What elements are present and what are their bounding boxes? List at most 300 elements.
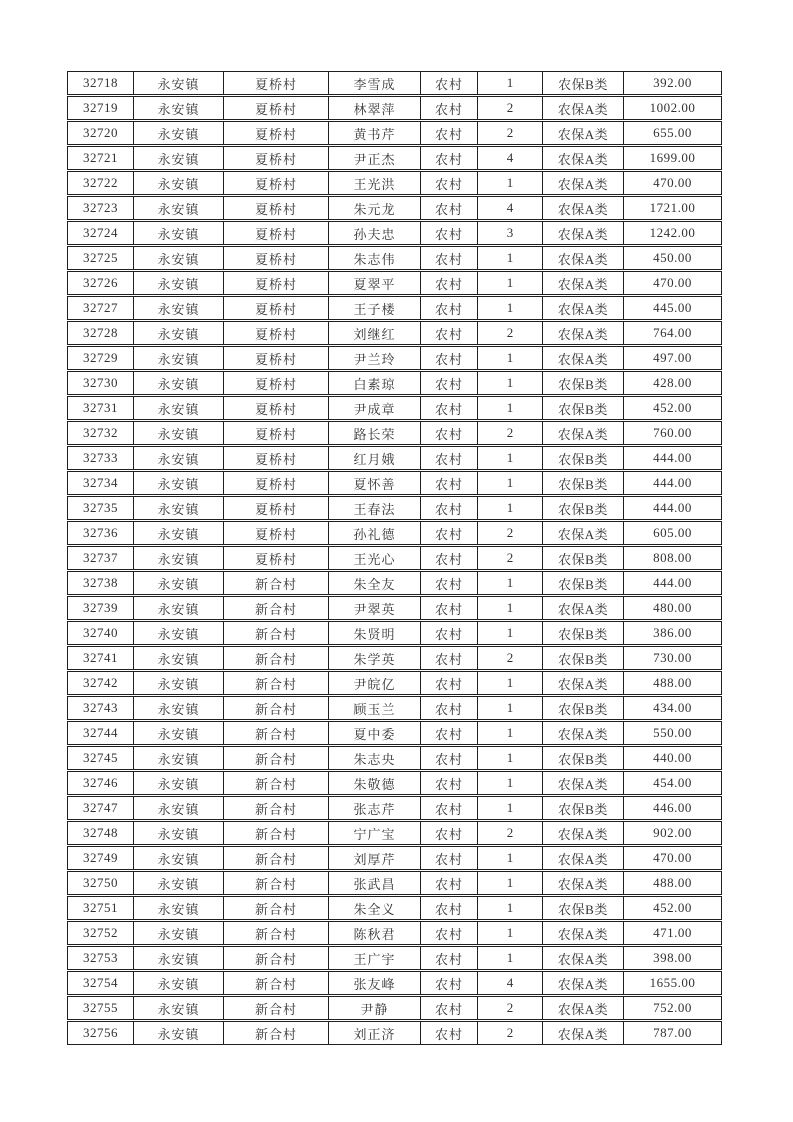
cell-village: 新合村 (223, 722, 328, 744)
cell-village: 夏桥村 (223, 72, 328, 94)
cell-amount: 605.00 (623, 522, 721, 544)
cell-town: 永安镇 (133, 272, 223, 294)
cell-amount: 1655.00 (623, 972, 721, 994)
cell-name: 朱志伟 (328, 247, 420, 269)
table-row (67, 96, 722, 120)
cell-id: 32745 (83, 750, 118, 765)
table-row (67, 546, 722, 570)
cell-village: 夏桥村 (223, 422, 328, 444)
cell-amount: 470.00 (623, 272, 721, 294)
cell-town: 永安镇 (133, 622, 223, 644)
cell-count: 1 (477, 897, 542, 919)
cell-type: 农村 (420, 447, 477, 469)
table-row (67, 896, 722, 920)
cell-name: 孙礼德 (328, 522, 420, 544)
cell-category: 农保A类 (542, 922, 623, 944)
cell-category: 农保A类 (542, 672, 623, 694)
cell-amount: 1002.00 (623, 97, 721, 119)
cell-amount: 787.00 (623, 1022, 721, 1044)
cell-id: 32725 (83, 250, 118, 265)
cell-type: 农村 (420, 947, 477, 969)
cell-name: 夏中委 (328, 722, 420, 744)
cell-amount: 444.00 (623, 572, 721, 594)
cell-count: 1 (477, 797, 542, 819)
cell-town: 永安镇 (133, 822, 223, 844)
cell-name: 王广宇 (328, 947, 420, 969)
cell-category: 农保A类 (542, 997, 623, 1019)
cell-id: 32720 (83, 125, 118, 140)
cell-town: 永安镇 (133, 497, 223, 519)
cell-type: 农村 (420, 772, 477, 794)
cell-amount: 471.00 (623, 922, 721, 944)
cell-town: 永安镇 (133, 597, 223, 619)
cell-village: 新合村 (223, 747, 328, 769)
cell-town: 永安镇 (133, 772, 223, 794)
cell-type: 农村 (420, 222, 477, 244)
cell-id: 32753 (83, 950, 118, 965)
cell-name: 尹正杰 (328, 147, 420, 169)
cell-id: 32729 (83, 350, 118, 365)
cell-id: 32746 (83, 775, 118, 790)
cell-category: 农保B类 (542, 747, 623, 769)
table-row (67, 296, 722, 320)
cell-id: 32741 (83, 650, 118, 665)
cell-town: 永安镇 (133, 572, 223, 594)
cell-village: 夏桥村 (223, 122, 328, 144)
cell-id: 32748 (83, 825, 118, 840)
cell-name: 黄书芹 (328, 122, 420, 144)
cell-amount: 550.00 (623, 722, 721, 744)
cell-village: 新合村 (223, 872, 328, 894)
cell-name: 孙夫忠 (328, 222, 420, 244)
cell-count: 2 (477, 997, 542, 1019)
cell-id: 32728 (83, 325, 118, 340)
table-row (67, 696, 722, 720)
cell-village: 夏桥村 (223, 172, 328, 194)
cell-category: 农保A类 (542, 1022, 623, 1044)
cell-name: 尹翠英 (328, 597, 420, 619)
cell-name: 陈秋君 (328, 922, 420, 944)
cell-category: 农保A类 (542, 522, 623, 544)
cell-town: 永安镇 (133, 97, 223, 119)
cell-village: 新合村 (223, 647, 328, 669)
cell-town: 永安镇 (133, 297, 223, 319)
cell-type: 农村 (420, 1022, 477, 1044)
cell-id: 32735 (83, 500, 118, 515)
cell-category: 农保A类 (542, 222, 623, 244)
cell-category: 农保A类 (542, 872, 623, 894)
cell-town: 永安镇 (133, 447, 223, 469)
cell-id: 32744 (83, 725, 118, 740)
cell-amount: 450.00 (623, 247, 721, 269)
cell-village: 夏桥村 (223, 297, 328, 319)
cell-count: 1 (477, 922, 542, 944)
cell-type: 农村 (420, 797, 477, 819)
cell-name: 王春法 (328, 497, 420, 519)
cell-town: 永安镇 (133, 247, 223, 269)
cell-id: 32751 (83, 900, 118, 915)
cell-name: 尹兰玲 (328, 347, 420, 369)
cell-village: 夏桥村 (223, 372, 328, 394)
cell-id: 32736 (83, 525, 118, 540)
cell-id: 32726 (83, 275, 118, 290)
cell-type: 农村 (420, 497, 477, 519)
cell-village: 新合村 (223, 847, 328, 869)
cell-count: 2 (477, 97, 542, 119)
cell-id: 32738 (83, 575, 118, 590)
cell-amount: 1699.00 (623, 147, 721, 169)
cell-name: 张武昌 (328, 872, 420, 894)
table-row (67, 621, 722, 645)
table-row (67, 246, 722, 270)
cell-amount: 480.00 (623, 597, 721, 619)
cell-amount: 1242.00 (623, 222, 721, 244)
cell-amount: 398.00 (623, 947, 721, 969)
table-row (67, 671, 722, 695)
cell-category: 农保A类 (542, 347, 623, 369)
table-row (67, 271, 722, 295)
cell-village: 新合村 (223, 822, 328, 844)
cell-category: 农保A类 (542, 272, 623, 294)
cell-type: 农村 (420, 572, 477, 594)
cell-town: 永安镇 (133, 897, 223, 919)
cell-id: 32734 (83, 475, 118, 490)
cell-count: 2 (477, 1022, 542, 1044)
cell-town: 永安镇 (133, 672, 223, 694)
cell-count: 2 (477, 322, 542, 344)
cell-category: 农保B类 (542, 797, 623, 819)
cell-town: 永安镇 (133, 997, 223, 1019)
cell-village: 新合村 (223, 947, 328, 969)
cell-amount: 902.00 (623, 822, 721, 844)
cell-amount: 428.00 (623, 372, 721, 394)
cell-town: 永安镇 (133, 322, 223, 344)
cell-name: 张友峰 (328, 972, 420, 994)
table-row (67, 846, 722, 870)
cell-count: 3 (477, 222, 542, 244)
cell-name: 刘厚芹 (328, 847, 420, 869)
cell-count: 1 (477, 597, 542, 619)
cell-category: 农保A类 (542, 422, 623, 444)
cell-id: 32722 (83, 175, 118, 190)
cell-count: 1 (477, 722, 542, 744)
cell-name: 尹皖亿 (328, 672, 420, 694)
table-row (67, 871, 722, 895)
table-row (67, 1021, 722, 1045)
table-row (67, 946, 722, 970)
cell-name: 刘正济 (328, 1022, 420, 1044)
cell-amount: 434.00 (623, 697, 721, 719)
cell-category: 农保B类 (542, 372, 623, 394)
cell-id: 32742 (83, 675, 118, 690)
cell-town: 永安镇 (133, 147, 223, 169)
cell-type: 农村 (420, 922, 477, 944)
cell-category: 农保A类 (542, 772, 623, 794)
cell-name: 李雪成 (328, 72, 420, 94)
cell-town: 永安镇 (133, 972, 223, 994)
cell-town: 永安镇 (133, 847, 223, 869)
cell-category: 农保A类 (542, 722, 623, 744)
table-row (67, 596, 722, 620)
table-row (67, 821, 722, 845)
cell-type: 农村 (420, 822, 477, 844)
table-row (67, 171, 722, 195)
cell-type: 农村 (420, 122, 477, 144)
table-row (67, 121, 722, 145)
cell-name: 朱志央 (328, 747, 420, 769)
insurance-roster-table (67, 71, 722, 1045)
cell-category: 农保B类 (542, 447, 623, 469)
cell-type: 农村 (420, 172, 477, 194)
cell-town: 永安镇 (133, 722, 223, 744)
cell-category: 农保B类 (542, 472, 623, 494)
cell-id: 32756 (83, 1025, 118, 1040)
cell-type: 农村 (420, 647, 477, 669)
cell-id: 32724 (83, 225, 118, 240)
cell-name: 路长荣 (328, 422, 420, 444)
cell-count: 1 (477, 872, 542, 894)
cell-name: 白素琼 (328, 372, 420, 394)
cell-type: 农村 (420, 247, 477, 269)
table-row (67, 146, 722, 170)
cell-name: 王子楼 (328, 297, 420, 319)
cell-id: 32749 (83, 850, 118, 865)
cell-id: 32732 (83, 425, 118, 440)
cell-town: 永安镇 (133, 947, 223, 969)
cell-count: 1 (477, 172, 542, 194)
cell-name: 林翠萍 (328, 97, 420, 119)
cell-type: 农村 (420, 272, 477, 294)
cell-name: 王光心 (328, 547, 420, 569)
cell-village: 新合村 (223, 597, 328, 619)
cell-name: 朱敬德 (328, 772, 420, 794)
cell-village: 新合村 (223, 972, 328, 994)
cell-village: 新合村 (223, 797, 328, 819)
cell-count: 1 (477, 497, 542, 519)
cell-category: 农保A类 (542, 597, 623, 619)
cell-count: 2 (477, 422, 542, 444)
cell-name: 尹静 (328, 997, 420, 1019)
cell-town: 永安镇 (133, 522, 223, 544)
cell-count: 2 (477, 822, 542, 844)
cell-category: 农保A类 (542, 197, 623, 219)
table-row (67, 571, 722, 595)
cell-type: 农村 (420, 972, 477, 994)
cell-name: 朱学英 (328, 647, 420, 669)
cell-count: 1 (477, 772, 542, 794)
cell-village: 新合村 (223, 897, 328, 919)
cell-count: 1 (477, 447, 542, 469)
cell-amount: 452.00 (623, 397, 721, 419)
cell-count: 1 (477, 297, 542, 319)
cell-id: 32723 (83, 200, 118, 215)
cell-name: 朱元龙 (328, 197, 420, 219)
table-row (67, 996, 722, 1020)
cell-type: 农村 (420, 697, 477, 719)
cell-count: 1 (477, 697, 542, 719)
cell-town: 永安镇 (133, 72, 223, 94)
table-row (67, 421, 722, 445)
cell-category: 农保B类 (542, 547, 623, 569)
cell-count: 1 (477, 472, 542, 494)
cell-village: 夏桥村 (223, 197, 328, 219)
cell-type: 农村 (420, 597, 477, 619)
cell-count: 1 (477, 397, 542, 419)
cell-town: 永安镇 (133, 1022, 223, 1044)
table-row (67, 746, 722, 770)
cell-id: 32718 (83, 75, 118, 90)
cell-category: 农保A类 (542, 322, 623, 344)
cell-count: 4 (477, 147, 542, 169)
cell-count: 2 (477, 547, 542, 569)
cell-town: 永安镇 (133, 422, 223, 444)
table-row (67, 971, 722, 995)
table-row (67, 321, 722, 345)
cell-type: 农村 (420, 997, 477, 1019)
cell-village: 夏桥村 (223, 147, 328, 169)
cell-count: 1 (477, 572, 542, 594)
cell-amount: 488.00 (623, 872, 721, 894)
cell-count: 1 (477, 622, 542, 644)
cell-amount: 655.00 (623, 122, 721, 144)
cell-category: 农保A类 (542, 822, 623, 844)
cell-name: 顾玉兰 (328, 697, 420, 719)
cell-category: 农保B类 (542, 397, 623, 419)
cell-village: 夏桥村 (223, 547, 328, 569)
table-row (67, 471, 722, 495)
cell-type: 农村 (420, 397, 477, 419)
cell-id: 32755 (83, 1000, 118, 1015)
cell-village: 夏桥村 (223, 522, 328, 544)
cell-village: 夏桥村 (223, 447, 328, 469)
cell-amount: 444.00 (623, 447, 721, 469)
cell-id: 32747 (83, 800, 118, 815)
cell-name: 尹成章 (328, 397, 420, 419)
cell-category: 农保B类 (542, 572, 623, 594)
table-row (67, 371, 722, 395)
cell-count: 1 (477, 847, 542, 869)
cell-village: 夏桥村 (223, 497, 328, 519)
cell-amount: 444.00 (623, 472, 721, 494)
cell-town: 永安镇 (133, 697, 223, 719)
cell-town: 永安镇 (133, 647, 223, 669)
cell-category: 农保A类 (542, 297, 623, 319)
cell-amount: 730.00 (623, 647, 721, 669)
table-row (67, 496, 722, 520)
cell-town: 永安镇 (133, 547, 223, 569)
cell-town: 永安镇 (133, 472, 223, 494)
cell-amount: 386.00 (623, 622, 721, 644)
table-row (67, 521, 722, 545)
cell-category: 农保B类 (542, 72, 623, 94)
cell-id: 32719 (83, 100, 118, 115)
cell-category: 农保A类 (542, 97, 623, 119)
cell-amount: 440.00 (623, 747, 721, 769)
cell-type: 农村 (420, 622, 477, 644)
cell-id: 32752 (83, 925, 118, 940)
cell-type: 农村 (420, 72, 477, 94)
cell-village: 夏桥村 (223, 322, 328, 344)
cell-amount: 470.00 (623, 847, 721, 869)
cell-type: 农村 (420, 147, 477, 169)
table-row (67, 221, 722, 245)
cell-category: 农保B类 (542, 697, 623, 719)
cell-type: 农村 (420, 322, 477, 344)
cell-category: 农保B类 (542, 497, 623, 519)
cell-name: 王光洪 (328, 172, 420, 194)
cell-id: 32730 (83, 375, 118, 390)
table-row (67, 71, 722, 95)
cell-category: 农保A类 (542, 847, 623, 869)
cell-town: 永安镇 (133, 172, 223, 194)
cell-town: 永安镇 (133, 922, 223, 944)
table-row (67, 646, 722, 670)
cell-type: 农村 (420, 847, 477, 869)
cell-id: 32750 (83, 875, 118, 890)
cell-type: 农村 (420, 97, 477, 119)
cell-category: 农保A类 (542, 947, 623, 969)
cell-name: 朱贤明 (328, 622, 420, 644)
cell-type: 农村 (420, 472, 477, 494)
cell-category: 农保B类 (542, 897, 623, 919)
cell-amount: 752.00 (623, 997, 721, 1019)
cell-type: 农村 (420, 522, 477, 544)
cell-type: 农村 (420, 197, 477, 219)
cell-type: 农村 (420, 547, 477, 569)
cell-amount: 454.00 (623, 772, 721, 794)
cell-count: 1 (477, 247, 542, 269)
cell-id: 32737 (83, 550, 118, 565)
cell-village: 新合村 (223, 622, 328, 644)
cell-name: 朱全友 (328, 572, 420, 594)
table-row (67, 346, 722, 370)
cell-town: 永安镇 (133, 872, 223, 894)
cell-type: 农村 (420, 297, 477, 319)
cell-category: 农保A类 (542, 972, 623, 994)
cell-count: 1 (477, 72, 542, 94)
cell-id: 32731 (83, 400, 118, 415)
cell-village: 夏桥村 (223, 472, 328, 494)
cell-count: 1 (477, 272, 542, 294)
cell-amount: 808.00 (623, 547, 721, 569)
cell-category: 农保A类 (542, 147, 623, 169)
cell-village: 夏桥村 (223, 272, 328, 294)
cell-name: 朱全义 (328, 897, 420, 919)
cell-count: 2 (477, 122, 542, 144)
cell-town: 永安镇 (133, 197, 223, 219)
cell-town: 永安镇 (133, 347, 223, 369)
cell-count: 1 (477, 747, 542, 769)
cell-count: 1 (477, 672, 542, 694)
cell-name: 夏怀善 (328, 472, 420, 494)
cell-id: 32721 (83, 150, 118, 165)
cell-name: 刘继红 (328, 322, 420, 344)
cell-type: 农村 (420, 372, 477, 394)
cell-town: 永安镇 (133, 122, 223, 144)
cell-village: 夏桥村 (223, 347, 328, 369)
cell-name: 张志芹 (328, 797, 420, 819)
cell-amount: 446.00 (623, 797, 721, 819)
cell-town: 永安镇 (133, 372, 223, 394)
cell-village: 新合村 (223, 997, 328, 1019)
table-row (67, 196, 722, 220)
cell-village: 新合村 (223, 697, 328, 719)
table-row (67, 796, 722, 820)
cell-name: 红月娥 (328, 447, 420, 469)
cell-amount: 760.00 (623, 422, 721, 444)
cell-village: 夏桥村 (223, 222, 328, 244)
cell-amount: 470.00 (623, 172, 721, 194)
